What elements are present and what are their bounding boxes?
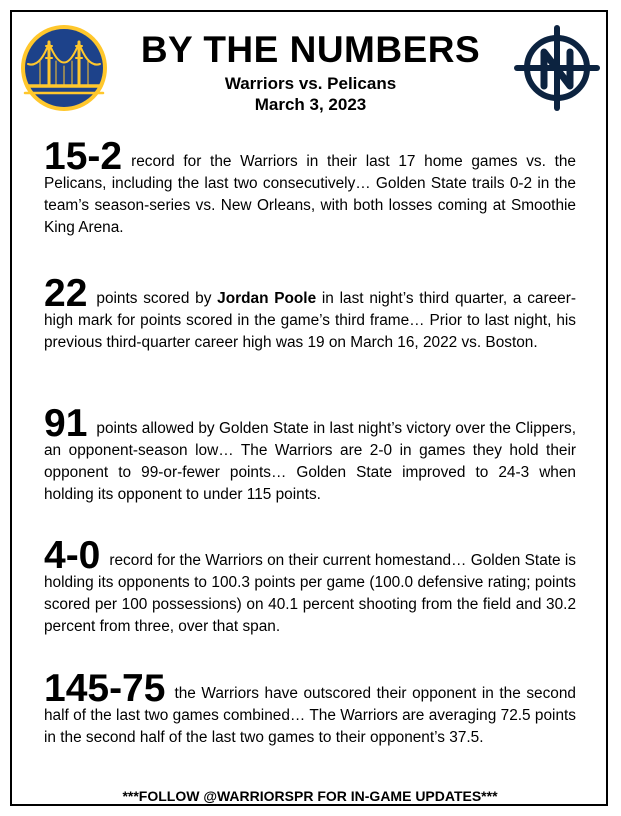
stat-number: 91 [44, 402, 88, 445]
stat-text: points scored by [96, 290, 218, 307]
stat-text: record for the Warriors in their last 17 home games vs. the Pelicans, including the last two consecutively… Golden State trails 0-2 in the team’s season-series vs. New Orleans, with both losses coming at Smoothie King Arena. [44, 153, 576, 236]
stat-number: 145-75 [44, 667, 166, 710]
stat-text: points allowed by Golden State in last night’s victory over the Clippers, an opponent-season low… The Warriors are 2-0 in games they hold their opponent to 99-or-fewer points… Golden State improved to 24-3 when holding its opponent to under 115 points. [44, 420, 576, 503]
warriors-bridge-logo-icon [20, 24, 108, 112]
stat-block [44, 667, 576, 749]
page-title: BY THE NUMBERS [140, 29, 481, 70]
stat-block [44, 272, 576, 354]
stat-block [44, 135, 576, 239]
stat-number: 4-0 [44, 534, 101, 577]
stat-number: 15-2 [44, 135, 123, 178]
matchup-subtitle: Warriors vs. Pelicans [224, 74, 397, 93]
pelicans-logo-icon [513, 24, 601, 112]
player-name: Jordan Poole [217, 290, 317, 307]
stat-number: 22 [44, 272, 88, 315]
stat-text: record for the Warriors on their current homestand… Golden State is holding its opponents to 100.3 points per game (100.0 defensive rating; points scored per 100 possessions) on 40.1 percent shooting from the field and 30.2 percent from three, over that span. [44, 552, 576, 635]
stat-text: in last night’s third quarter, a career-high mark for points scored in the game’s third frame… Prior to last night, his previous third-quarter career high was 19 on March 16, 2022 vs. Boston. [44, 290, 576, 351]
stat-block [44, 402, 576, 506]
follow-footer: ***FOLLOW @WARRIORSPR FOR IN-GAME UPDATES*** [122, 788, 498, 804]
stat-block [44, 534, 576, 638]
stat-text: the Warriors have outscored their opponent in the second half of the last two games combined… The Warriors are averaging 72.5 points in the second half of the last two games to their opponent’s 37.5. [44, 685, 576, 746]
game-date: March 3, 2023 [254, 95, 367, 114]
